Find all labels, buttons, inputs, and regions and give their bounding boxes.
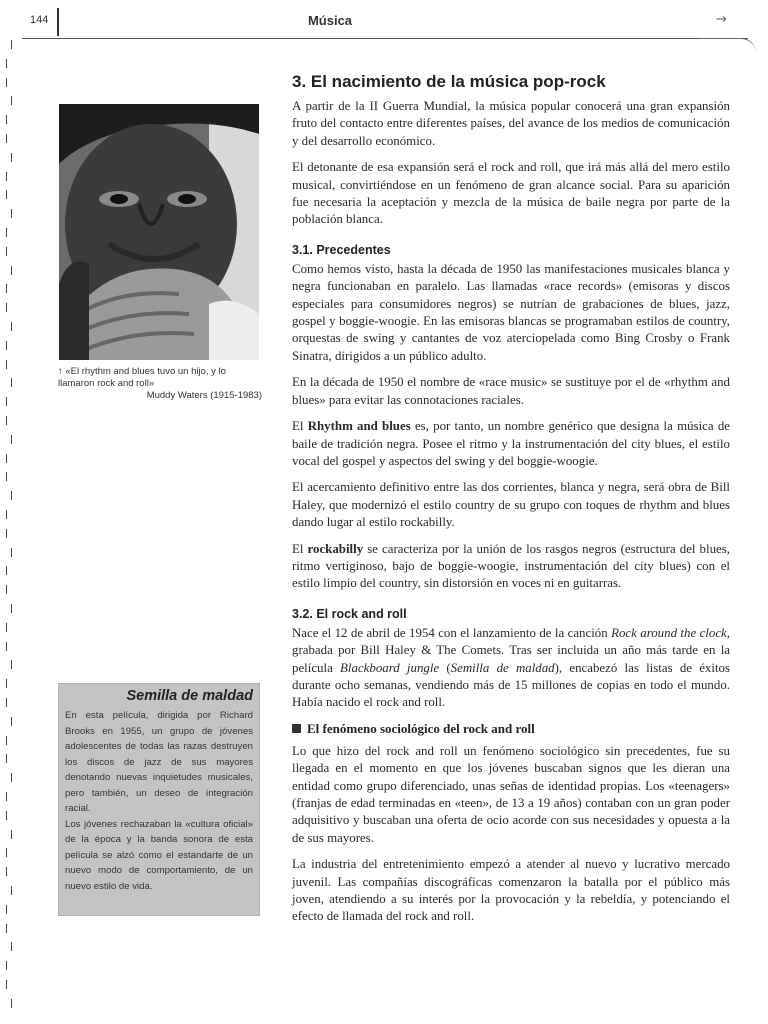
body-paragraph: El acercamiento definitivo entre las dos corrientes, blanca y negra, será obra de Bill Haley, que modernizó el estilo country de su grupo con toques de rhythm and blues dando lugar al estilo rockabilly. xyxy=(292,480,730,530)
binding-tick xyxy=(6,247,7,256)
binding-tick xyxy=(11,96,12,105)
intro-paragraph: A partir de la II Guerra Mundial, la música popular conocerá una gran expansión fruto del contacto entre diferentes países, del avance de los medios de comunicación y del desarrollo económico. xyxy=(292,99,730,148)
text-run: El xyxy=(292,419,308,434)
text-run: ), encabezó las listas de éxitos durante ocho semanas, vendiendo más de 15 millones de copias en todo el mundo. Había nacido el rock and roll. xyxy=(292,660,731,710)
binding-tick xyxy=(6,924,7,933)
sidebox-title: Semilla de maldad xyxy=(126,688,253,704)
binding-tick xyxy=(6,905,7,914)
caption-author: Muddy Waters (1915-1983) xyxy=(146,390,262,401)
binding-tick xyxy=(6,115,7,124)
body-paragraph: Como hemos visto, hasta la década de 1950 las manifestaciones musicales blanca y negra funcionaban en paralelo. Las llamadas «race records» (emisoras y discos especiales para consumidores negros) se nutrían de grabaciones de blues, jazz, gospel y boggie-woogie. En las emisoras blancas se programaban estilos de country, orquestas de swing y cantantes de voz aterciopelada como Bing Crosby o Frank Sinatra, dirigidos a un público adulto. xyxy=(292,261,730,363)
binding-tick xyxy=(11,830,12,839)
text-run: , grabada por Bill Haley & The Comets. Tras ser incluida un año más tarde en la película xyxy=(292,625,730,675)
binding-tick xyxy=(6,59,7,68)
section-heading-rock-and-roll: 3.2. El rock and roll xyxy=(292,606,407,621)
binding-tick xyxy=(11,322,12,331)
binding-tick xyxy=(11,604,12,613)
binding-tick xyxy=(6,642,7,651)
binding-tick xyxy=(6,679,7,688)
binding-tick xyxy=(6,360,7,369)
photo-caption xyxy=(58,366,262,402)
binding-marks xyxy=(3,40,17,1020)
binding-tick xyxy=(6,472,7,481)
page-number-divider xyxy=(57,8,59,36)
body-paragraph: Lo que hizo del rock and roll un fenómeno sociológico sin precedentes, fue su llegada en el momento en que los jóvenes buscaban signos que les dieran una entidad como grupo diferenciado, unas señas de identidad propias. Los «teenagers» (franjas de edad terminadas en «teen», de 13 a 19 años) contaban con un gran poder adquisitivo y buscaban una oferta de ocio acorde con sus necesidades y opuesta a la de sus mayores. xyxy=(292,743,730,845)
binding-tick xyxy=(11,40,12,49)
bold-term: rockabilly xyxy=(307,541,364,556)
text-run: Nace el 12 de abril de 1954 con el lanzamiento de la canción xyxy=(292,625,612,640)
binding-tick xyxy=(6,303,7,312)
section-heading-precedentes: 3.1. Precedentes xyxy=(292,242,391,257)
binding-tick xyxy=(11,548,12,557)
binding-tick xyxy=(6,510,7,519)
subheading-text: El fenómeno sociológico del rock and roll xyxy=(307,720,535,736)
binding-tick xyxy=(11,378,12,387)
body-paragraph: La industria del entretenimiento empezó a atender al nuevo y lucrativo mercado juvenil. Las compañías discográficas comenzaron la batalla por el público más joven, atendiendo a su interés por la provocación y la rebeldía, y potenciando el efecto de llamada del rock and roll. xyxy=(292,857,730,924)
header-rule xyxy=(22,38,748,39)
body-paragraph: En la década de 1950 el nombre de «race music» se sustituye por el de «rhythm and blues» para evitar las connotaciones raciales. xyxy=(292,375,730,407)
binding-tick xyxy=(11,435,12,444)
binding-tick xyxy=(6,961,7,970)
text-run: es, por tanto, un nombre genérico que designa la música de baile de tradición negra. Posee el ritmo y la instrumentación del city blues, el estilo vocal del gospel y aspectos del swing y del boggie-woogie. xyxy=(292,419,730,468)
sidebox-semilla-de-maldad xyxy=(58,683,260,916)
chapter-title: 3. El nacimiento de la música pop-rock xyxy=(292,72,606,91)
page-header xyxy=(0,0,768,40)
binding-tick xyxy=(6,78,7,87)
binding-tick xyxy=(6,284,7,293)
subheading-fenomeno xyxy=(292,721,730,737)
binding-tick xyxy=(11,942,12,951)
caption-quote: ↑ «El rhythm and blues tuvo un hijo, y lo llamaron rock and roll» xyxy=(58,366,226,389)
body-paragraph xyxy=(292,418,730,470)
binding-tick xyxy=(11,773,12,782)
binding-tick xyxy=(11,209,12,218)
binding-tick xyxy=(6,172,7,181)
binding-tick xyxy=(6,754,7,763)
text-run: El xyxy=(292,541,308,556)
main-content xyxy=(292,72,730,935)
square-bullet-icon xyxy=(292,724,301,733)
italic-title: Rock around the clock xyxy=(611,625,727,640)
section-title: Música xyxy=(307,13,353,28)
binding-tick xyxy=(6,848,7,857)
sidebox-paragraph: En esta película, dirigida por Richard Brooks en 1955, un grupo de jóvenes adolescentes de todas las razas destruyen los discos de jazz de sus mayores denotando nuevas inquietudes musicales, pero también, un deseo de integración racial. xyxy=(65,710,253,814)
binding-tick xyxy=(11,153,12,162)
sidebox-paragraph: Los jóvenes rechazaban la «cultura oficial» de la época y la banda sonora de esta película se alzó como el estandarte de un nuevo modo de comportamiento, de un nuevo estilo de vida. xyxy=(65,818,253,892)
italic-title: Blackboard jungle xyxy=(340,660,440,675)
italic-title: Semilla de maldad xyxy=(450,660,555,675)
body-paragraph xyxy=(292,541,730,593)
page-number: 144 xyxy=(30,14,49,26)
binding-tick xyxy=(6,341,7,350)
intro-paragraph: El detonante de esa expansión será el rock and roll, que irá más allá del mero estilo musical, convirtiéndose en un fenómeno de gran alcance social. Para su aparición fue necesaria la aceptación y mezcla de la música de baile negra por parte de la población blanca. xyxy=(292,160,730,227)
binding-tick xyxy=(6,134,7,143)
binding-tick xyxy=(11,886,12,895)
text-run: se caracteriza por la unión de los rasgos negros (estructura del blues, ritmo vertiginoso, bajo de boggie-woogie, instrumentación del city blues) con el estilo limpio del country, sin distorsión en voces ni en guitarras. xyxy=(292,541,730,591)
binding-tick xyxy=(6,811,7,820)
binding-tick xyxy=(6,228,7,237)
arrow-right-icon: → xyxy=(716,12,727,27)
binding-tick xyxy=(6,566,7,575)
binding-tick xyxy=(11,717,12,726)
bold-term: Rhythm and blues xyxy=(307,419,411,434)
binding-tick xyxy=(6,529,7,538)
binding-tick xyxy=(6,623,7,632)
binding-tick xyxy=(6,397,7,406)
portrait-illustration xyxy=(59,104,259,360)
binding-tick xyxy=(6,190,7,199)
binding-tick xyxy=(6,867,7,876)
binding-tick xyxy=(11,999,12,1008)
binding-tick xyxy=(6,416,7,425)
text-run: ( xyxy=(439,660,451,675)
header-curve xyxy=(700,38,756,53)
body-paragraph xyxy=(292,625,730,712)
binding-tick xyxy=(11,491,12,500)
binding-tick xyxy=(6,792,7,801)
binding-tick xyxy=(6,980,7,989)
muddy-waters-photo xyxy=(59,104,259,360)
binding-tick xyxy=(6,585,7,594)
binding-tick xyxy=(11,266,12,275)
binding-tick xyxy=(6,736,7,745)
binding-tick xyxy=(6,698,7,707)
binding-tick xyxy=(6,454,7,463)
binding-tick xyxy=(11,660,12,669)
